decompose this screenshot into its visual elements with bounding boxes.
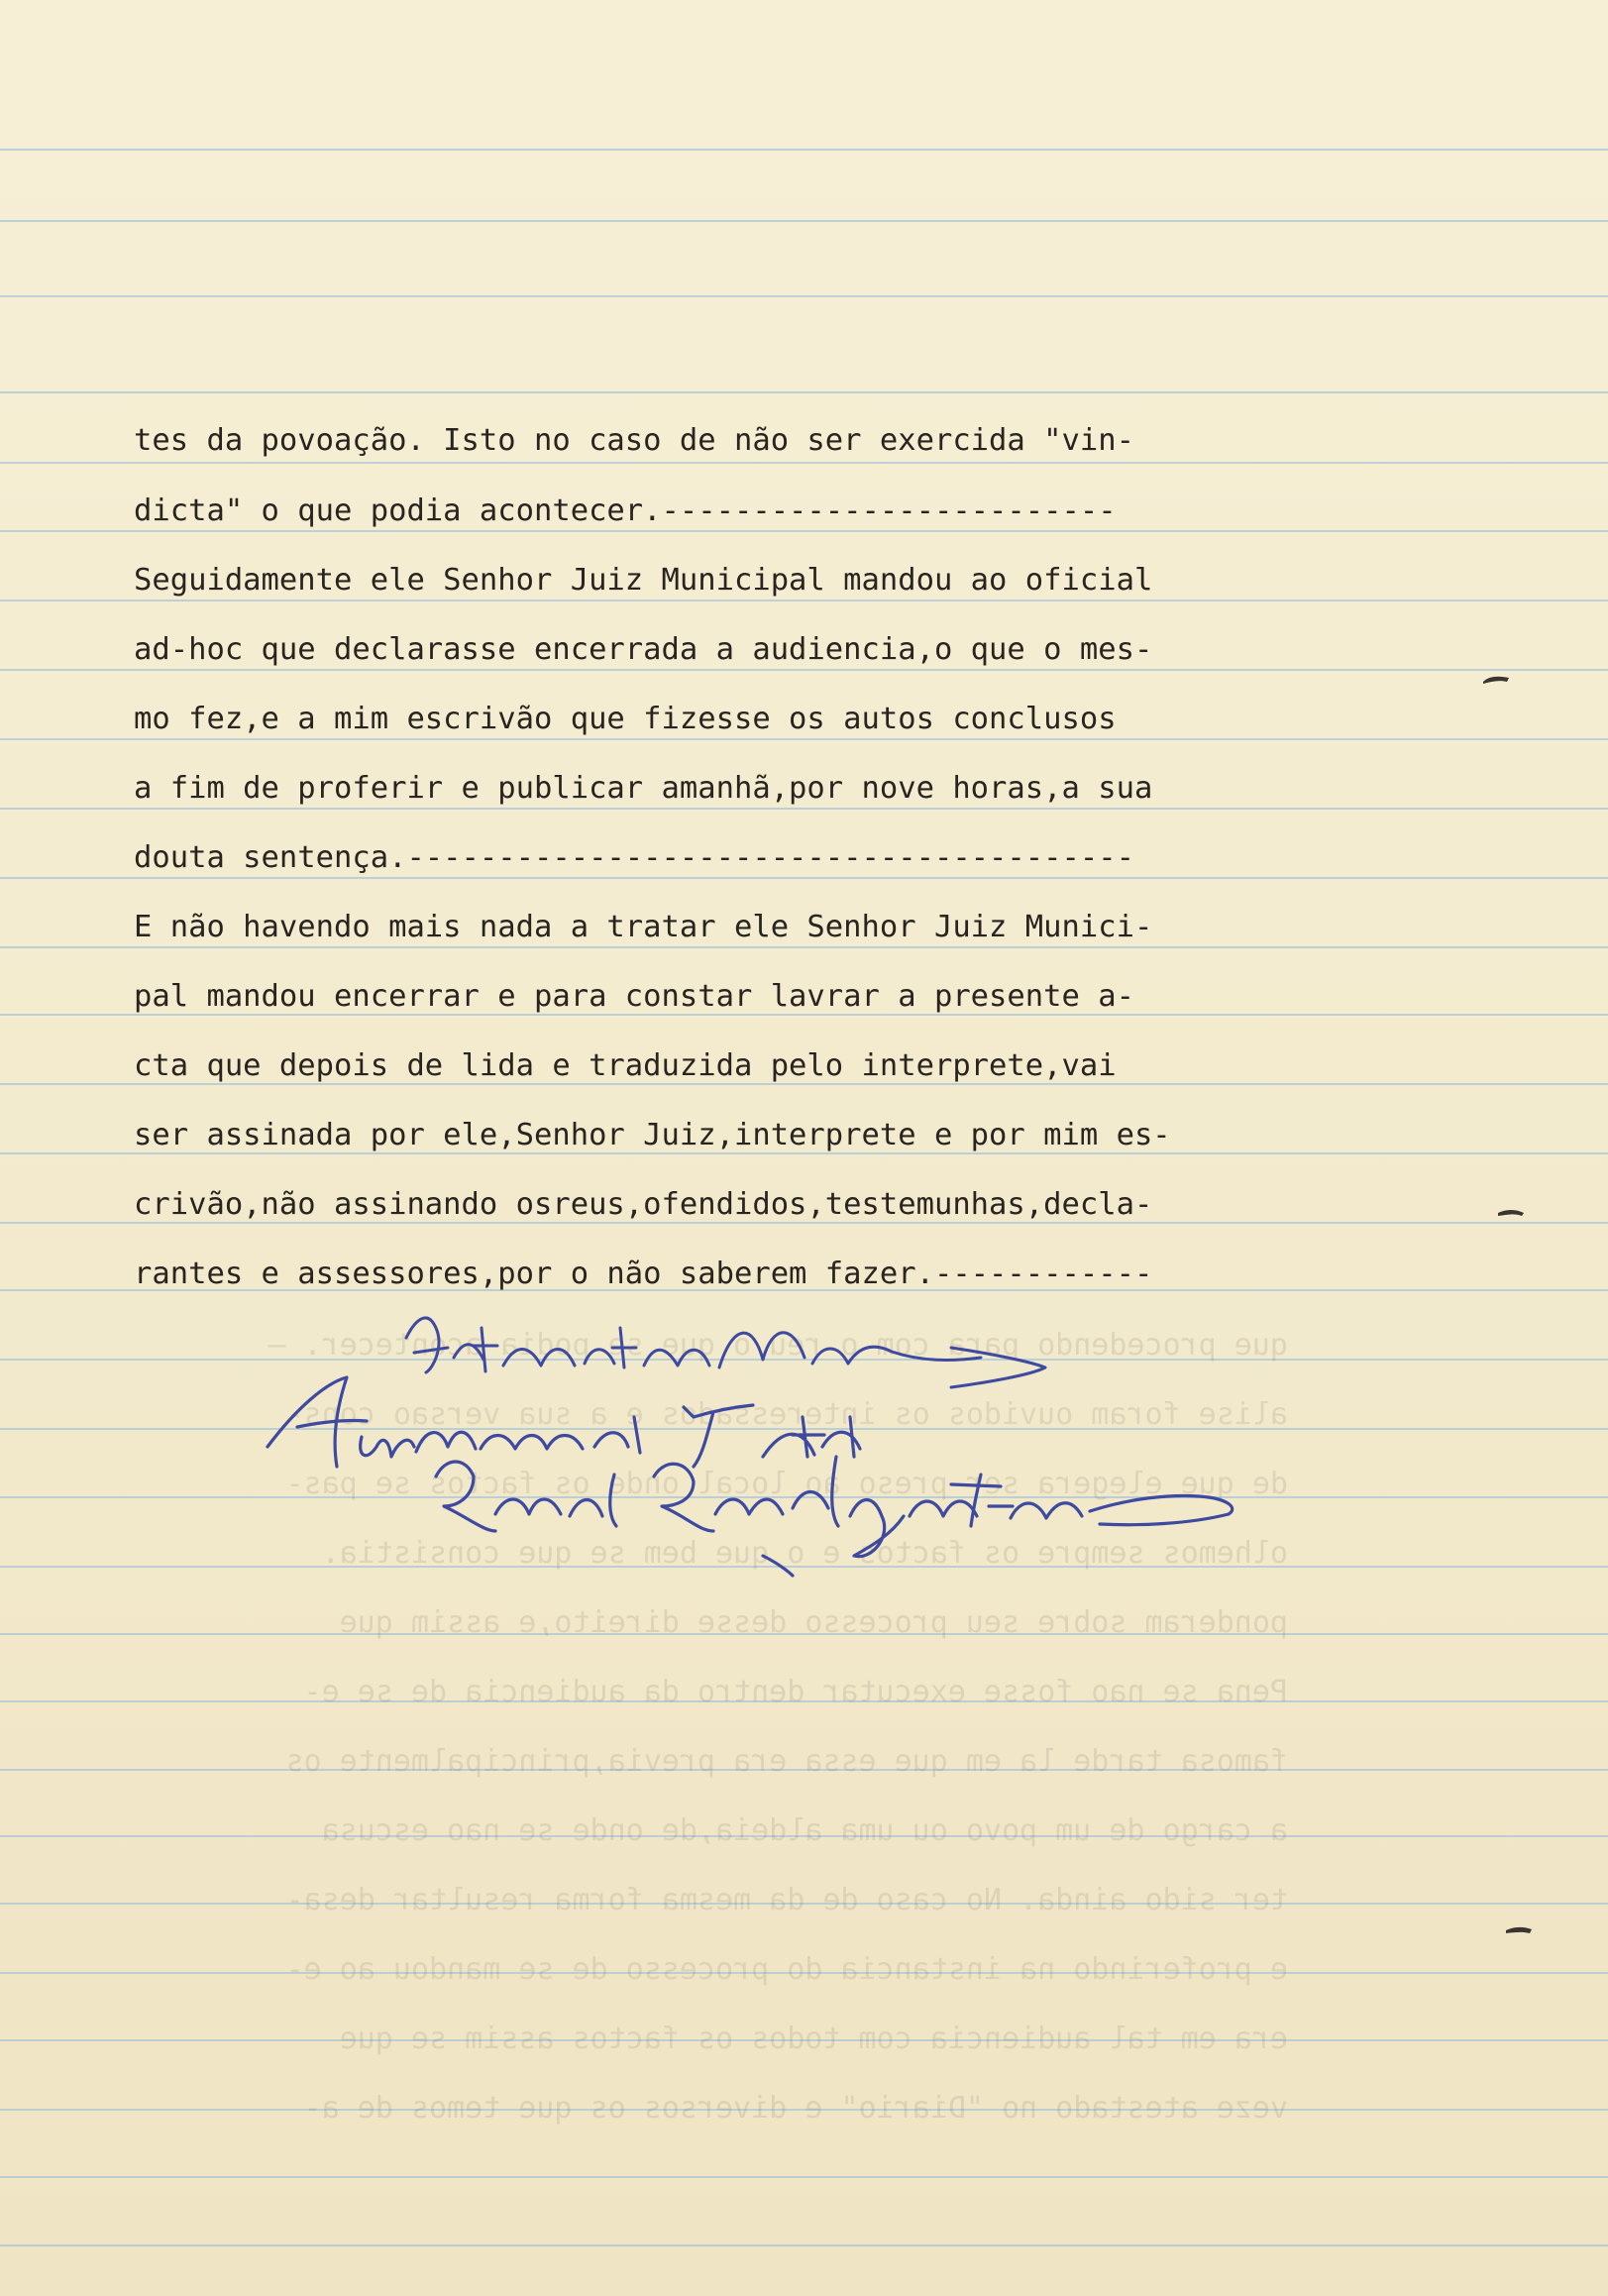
text-line: ad-hoc que declarasse encerrada a audiencia,o que o mes- — [134, 632, 1153, 667]
text-line: pal mandou encerrar e para constar lavrar a presente a- — [134, 979, 1134, 1014]
punch-mark-3 — [1504, 1924, 1534, 1936]
text-line: rantes e assessores,por o não saberem fazer.------------ — [134, 1257, 1153, 1291]
punch-mark-2 — [1496, 1207, 1526, 1219]
text-line: ser assinada por ele,Senhor Juiz,interprete e por mim es- — [134, 1118, 1171, 1152]
text-line: crivão,não assinando osreus,ofendidos,testemunhas,decla- — [134, 1187, 1153, 1222]
text-line: Seguidamente ele Senhor Juiz Municipal mandou ao oficial — [134, 563, 1153, 598]
text-line: dicta" o que podia acontecer.------------------------- — [134, 493, 1117, 528]
text-line: E não havendo mais nada a tratar ele Senhor Juiz Munici- — [134, 910, 1153, 944]
text-line: mo fez,e a mim escrivão que fizesse os autos conclusos — [134, 702, 1117, 736]
text-line: tes da povoação. Isto no caso de não ser exercida "vin- — [134, 423, 1134, 458]
document-page: que procedendo para com o reu o que se podia acontecer. — alise foram ouvidos os interessados e a sua versao cons- de que elegera ser preso ao local onde os factos se pas- olhemos sempre os factos e o que bem se que consistia. ponderam sobre seu processo desse direito,e assim que Pena se nao fosse executar dentro da audiencia de se e- famosa tarde la em que essa era previa,principalmente os a cargo de um povo ou uma aldeia,de onde se nao escusa ter sido ainda. No caso de da mesma forma resultar desa- e proferindo na instancia do processo de se mandou ao e- era em tal audiencia com todos os factos assim se que veze atestado no "Diario" e diversos os que temos de a- tes da povoação. Isto no caso de não ser exercida "vin- dicta" o que podia acontecer.------------------------- Seguidamente ele Senhor Juiz Municipal mandou ao oficial ad-hoc que declarasse encerrada a audiencia,o que o mes- mo fez,e a mim escrivão que fizesse os autos conclusos a fim de proferir e publicar amanhã,por nove horas,a sua douta sentença.---------------------------------------- E não havendo mais nada a tratar ele Senhor Juiz Munici- pal mandou encerrar e para constar lavrar a presente a- cta que depois de lida e traduzida pelo interprete,vai ser assinada por ele,Senhor Juiz,interprete e por mim es- crivão,não assinando osreus,ofendidos,testemunhas,decla- rantes e assessores,por o não saberem fazer.------------ — [0, 0, 1608, 2296]
text-line: cta que depois de lida e traduzida pelo interprete,vai — [134, 1048, 1117, 1083]
punch-mark-1 — [1481, 674, 1511, 686]
text-line: a fim de proferir e publicar amanhã,por nove horas,a sua — [134, 771, 1153, 806]
text-line: douta sentença.---------------------------------------- — [134, 840, 1134, 875]
